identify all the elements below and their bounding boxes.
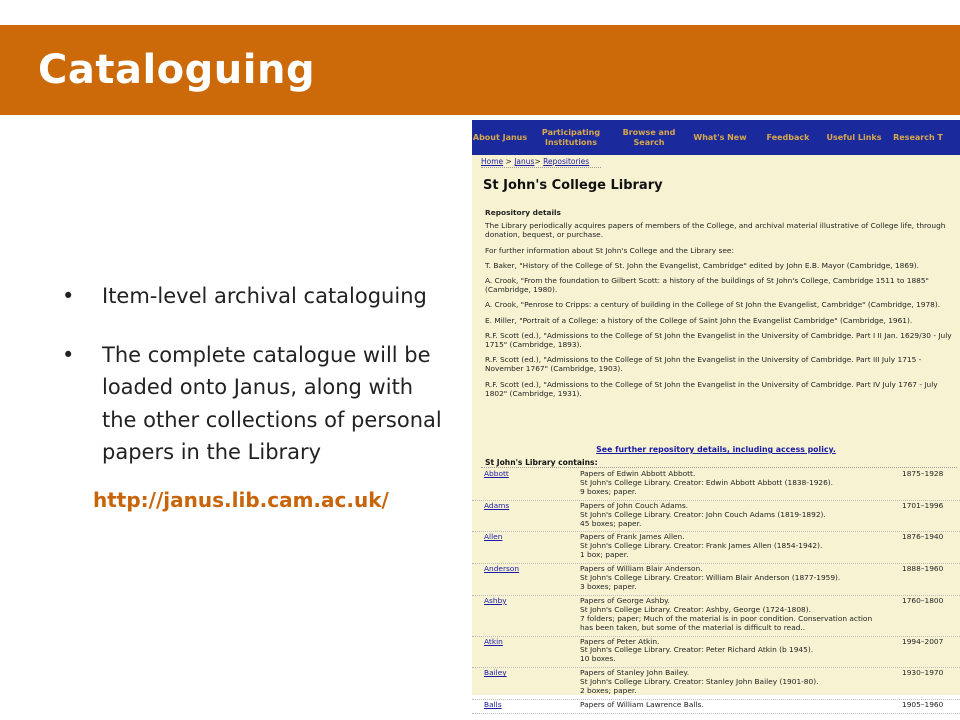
bullet-item: • The complete catalogue will be loaded onto Janus, along with the other collections of personal papers in the Library: [62, 339, 442, 469]
collection-line: Papers of George Ashby.: [580, 595, 670, 605]
bullet-list: [62, 280, 442, 495]
janus-url-link[interactable]: http://janus.lib.cam.ac.uk/: [93, 488, 389, 512]
collection-line: Papers of Peter Atkin.: [580, 636, 660, 646]
collection-link[interactable]: Abbott: [484, 469, 509, 478]
collection-line: St John's College Library. Creator: John Couch Adams (1819-1892).: [580, 509, 826, 519]
breadcrumb-divider: [481, 167, 601, 168]
collection-dates: 1876–1940: [902, 532, 944, 542]
collection-link[interactable]: Balls: [484, 699, 502, 709]
title-bar: [0, 25, 960, 115]
collection-row: [472, 564, 960, 596]
contains-label: St John's Library contains:: [485, 458, 598, 467]
detail-paragraph: R.F. Scott (ed.), "Admissions to the College of St John the Evangelist in the University of Cambridge. Part III July 1715 - November 1767" (Cambridge, 1903).: [485, 355, 922, 374]
collection-line: 7 folders; paper; Much of the material is in poor condition. Conservation action has been taken, but some of the material is difficult to read..: [580, 613, 873, 632]
collection-link[interactable]: Atkin: [484, 636, 503, 646]
nav-research[interactable]: Research T: [893, 132, 943, 142]
nav-about-janus[interactable]: About Janus: [472, 132, 528, 142]
detail-paragraph: A. Crook, "From the foundation to Gilbert Scott: a history of the buildings of St John's College, Cambridge 1511 to 1885" (Cambridge, 1980).: [485, 276, 929, 295]
collection-line: St John's College Library. Creator: Stanley John Bailey (1901-80).: [580, 677, 819, 687]
breadcrumb: Home > Janus> Repositories: [481, 157, 590, 166]
nav-browse-and-search[interactable]: Browse and Search: [622, 127, 676, 147]
collection-line: 1 box; paper.: [580, 550, 629, 560]
collection-dates: 1930–1970: [902, 668, 944, 678]
detail-paragraph: A. Crook, "Penrose to Cripps: a century of building in the College of St John the Evangelist, Cambridge" (Cambridge, 1978).: [485, 300, 941, 310]
detail-paragraph: The Library periodically acquires papers of members of the College, and archival material illustrative of College life, through donation, bequest, or purchase.: [485, 221, 946, 240]
collection-line: Papers of Frank James Allen.: [580, 532, 685, 542]
repository-details-label: Repository details: [485, 208, 561, 217]
collection-dates: 1701–1996: [902, 500, 944, 510]
collection-line: 3 boxes; paper.: [580, 581, 637, 591]
collection-dates: 1905–1960: [902, 699, 944, 709]
detail-paragraph: E. Miller, "Portrait of a College: a history of the College of Saint John the Evangelist Cambridge" (Cambridge, 1961).: [485, 315, 913, 325]
collection-dates: 1888–1960: [902, 564, 944, 574]
collection-line: St John's College Library. Creator: Peter Richard Atkin (b 1945).: [580, 645, 814, 655]
collection-link[interactable]: Ashby: [484, 595, 507, 605]
collection-row: [472, 501, 960, 533]
detail-paragraph: For further information about St John's College and the Library see:: [485, 245, 734, 255]
collection-line: Papers of William Blair Anderson.: [580, 564, 703, 574]
collection-line: St John's College Library. Creator: Ashby, George (1724-1808).: [580, 604, 811, 614]
breadcrumb-repositories[interactable]: Repositories: [543, 157, 590, 166]
collection-line: 2 boxes; paper.: [580, 686, 637, 696]
nav-useful-links[interactable]: Useful Links: [826, 132, 882, 142]
collection-link[interactable]: Allen: [484, 532, 503, 542]
detail-paragraph: R.F. Scott (ed.), "Admissions to the College of St John the Evangelist in the University of Cambridge. Part I II Jan. 1629/30 - July 1715" (Cambridge, 1893).: [485, 330, 952, 350]
access-policy-link[interactable]: See further repository details, including access policy.: [596, 445, 836, 454]
contains-divider: [481, 467, 957, 468]
breadcrumb-home[interactable]: Home: [481, 157, 504, 166]
collection-link[interactable]: Adams: [484, 500, 510, 510]
collection-line: St John's College Library. Creator: William Blair Anderson (1877-1959).: [580, 573, 841, 583]
collection-list: [472, 469, 960, 714]
collection-dates: 1994–2007: [902, 636, 944, 646]
collection-row: [472, 700, 960, 714]
nav-whats-new[interactable]: What's New: [693, 132, 747, 142]
collection-line: 9 boxes; paper.: [580, 486, 637, 496]
collection-line: Papers of John Couch Adams.: [580, 500, 689, 510]
collection-row: [472, 469, 960, 501]
collection-row: [472, 532, 960, 564]
collection-line: Papers of Edwin Abbott Abbott.: [580, 469, 696, 478]
collection-row: [472, 668, 960, 700]
collection-line: St John's College Library. Creator: Edwin Abbott Abbott (1838-1926).: [580, 477, 834, 487]
collection-link[interactable]: Bailey: [484, 668, 507, 678]
collection-row: [472, 637, 960, 669]
collection-line: 10 boxes.: [580, 654, 616, 664]
collection-line: 45 boxes; paper.: [580, 518, 642, 528]
collection-dates: 1875–1928: [902, 469, 944, 478]
nav-feedback[interactable]: Feedback: [766, 132, 810, 142]
collection-line: Papers of Stanley John Bailey.: [580, 668, 690, 678]
janus-screenshot: [472, 120, 960, 709]
breadcrumb-janus[interactable]: Janus: [514, 157, 535, 166]
nav-participating-institutions[interactable]: Participating Institutions: [541, 127, 601, 147]
collection-link[interactable]: Anderson: [484, 564, 520, 574]
repository-details: [485, 208, 955, 404]
collection-row: [472, 596, 960, 637]
detail-paragraph: R.F. Scott (ed.), "Admissions to the College of St John the Evangelist in the University of Cambridge. Part IV July 1767 - July 1802" (Cambridge, 1931).: [485, 379, 938, 398]
collection-dates: 1760–1800: [902, 595, 944, 605]
collection-line: St John's College Library. Creator: Frank James Allen (1854-1942).: [580, 541, 823, 551]
page-title: St John's College Library: [483, 178, 663, 193]
bullet-item: • Item-level archival cataloguing: [62, 280, 442, 313]
collection-line: Papers of William Lawrence Balls.: [580, 699, 704, 709]
slide-title: Cataloguing: [38, 47, 316, 93]
detail-paragraph: T. Baker, "History of the College of St. John the Evangelist, Cambridge" edited by John E.B. Mayor (Cambridge, 1869).: [485, 260, 920, 270]
janus-nav-bar: [472, 120, 960, 155]
